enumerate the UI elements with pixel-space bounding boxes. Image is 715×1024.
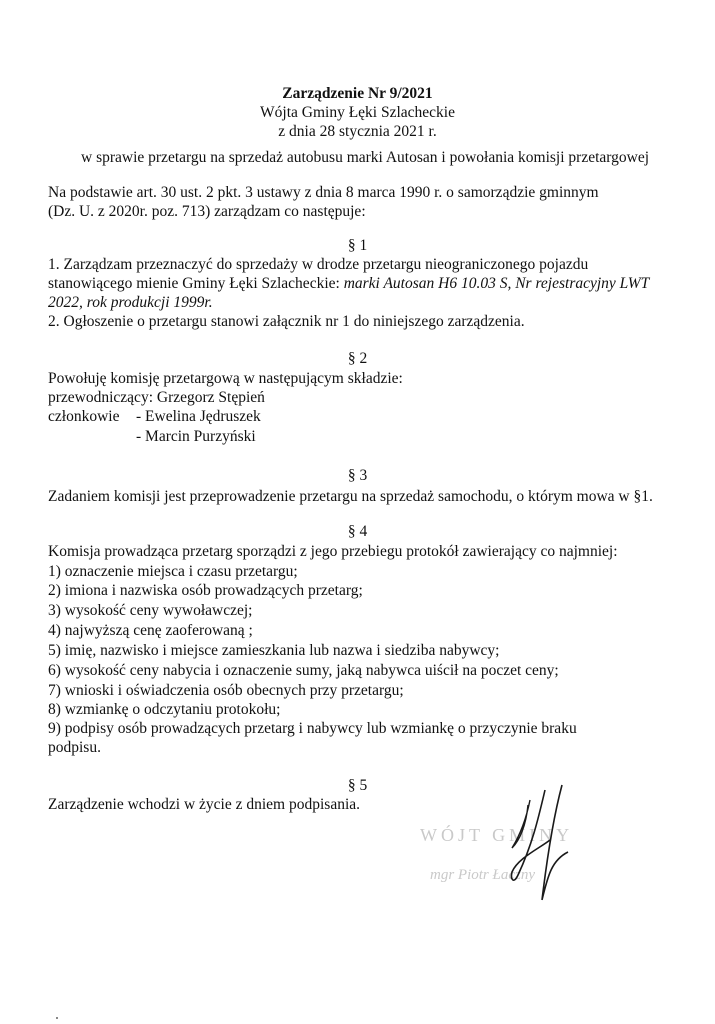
commission-member: - Marcin Purzyński [136, 428, 256, 445]
document-date: z dnia 28 stycznia 2021 r. [278, 123, 437, 140]
stamp-title: WÓJT GMINY [420, 825, 574, 845]
section-2-intro: Powołuję komisję przetargową w następującym składzie: [48, 370, 403, 387]
section-3-text: Zadaniem komisji jest przeprowadzenie przetargu na sprzedaż samochodu, o którym mowa w §1. [48, 488, 653, 505]
section-4-intro: Komisja prowadząca przetarg sporządzi z jego przebiegu protokół zawierający co najmniej: [48, 543, 618, 560]
preamble-line-1: Na podstawie art. 30 ust. 2 pkt. 3 ustawy z dnia 8 marca 1990 r. o samorządzie gminnym [48, 184, 599, 201]
section-1-line-2-plain: stanowiącego mienie Gminy Łęki Szlacheckie: [48, 275, 344, 292]
document-issuer: Wójta Gminy Łęki Szlacheckie [260, 104, 455, 121]
handwritten-signature [490, 780, 580, 915]
commission-member: - Ewelina Jędruszek [136, 408, 261, 425]
section-3-heading: § 3 [347, 467, 368, 484]
stamp-name: mgr Piotr Łaczny [430, 867, 535, 883]
document-subject: w sprawie przetargu na sprzedaż autobusu marki Autosan i powołania komisji przetargowej [81, 149, 650, 166]
commission-chair: przewodniczący: Grzegorz Stępień [48, 389, 265, 406]
protocol-item: 1) oznaczenie miejsca i czasu przetargu; [48, 563, 298, 580]
protocol-item: 4) najwyższą cenę zaoferowaną ; [48, 622, 253, 639]
protocol-item: 2) imiona i nazwiska osób prowadzących przetarg; [48, 582, 363, 599]
section-1-line-2 [48, 275, 649, 293]
section-1-line-1: 1. Zarządzam przeznaczyć do sprzedaży w drodze przetargu nieograniczonego pojazdu [48, 256, 589, 273]
protocol-item: 3) wysokość ceny wywoławczej; [48, 602, 253, 619]
section-1-heading: § 1 [347, 237, 368, 254]
section-4-heading: § 4 [347, 523, 368, 540]
section-5-heading: § 5 [347, 777, 368, 794]
protocol-item: 7) wnioski i oświadczenia osób obecnych przy przetargu; [48, 682, 404, 699]
protocol-item: 5) imię, nazwisko i miejsce zamieszkania lub nazwa i siedziba nabywcy; [48, 642, 500, 659]
scan-speck [56, 1017, 58, 1019]
protocol-item-continuation: podpisu. [48, 739, 101, 756]
protocol-item: 9) podpisy osób prowadzących przetarg i nabywcy lub wzmiankę o przyczynie braku [48, 720, 577, 737]
protocol-item: 6) wysokość ceny nabycia i oznaczenie sumy, jaką nabywca uiścił na poczet ceny; [48, 662, 559, 679]
section-1-line-3: 2022, rok produkcji 1999r. [48, 294, 213, 311]
section-2-heading: § 2 [347, 350, 368, 367]
document-title: Zarządzenie Nr 9/2021 [282, 85, 433, 102]
vehicle-description: marki Autosan H6 10.03 S, Nr rejestracyjny LWT [343, 275, 650, 292]
preamble-line-2: (Dz. U. z 2020r. poz. 713) zarządzam co następuje: [48, 203, 366, 220]
section-5-text: Zarządzenie wchodzi w życie z dniem podpisania. [48, 796, 361, 813]
protocol-item: 8) wzmiankę o odczytaniu protokołu; [48, 701, 281, 718]
commission-members-label: członkowie [48, 408, 120, 425]
section-1-line-4: 2. Ogłoszenie o przetargu stanowi załącznik nr 1 do niniejszego zarządzenia. [48, 313, 525, 330]
